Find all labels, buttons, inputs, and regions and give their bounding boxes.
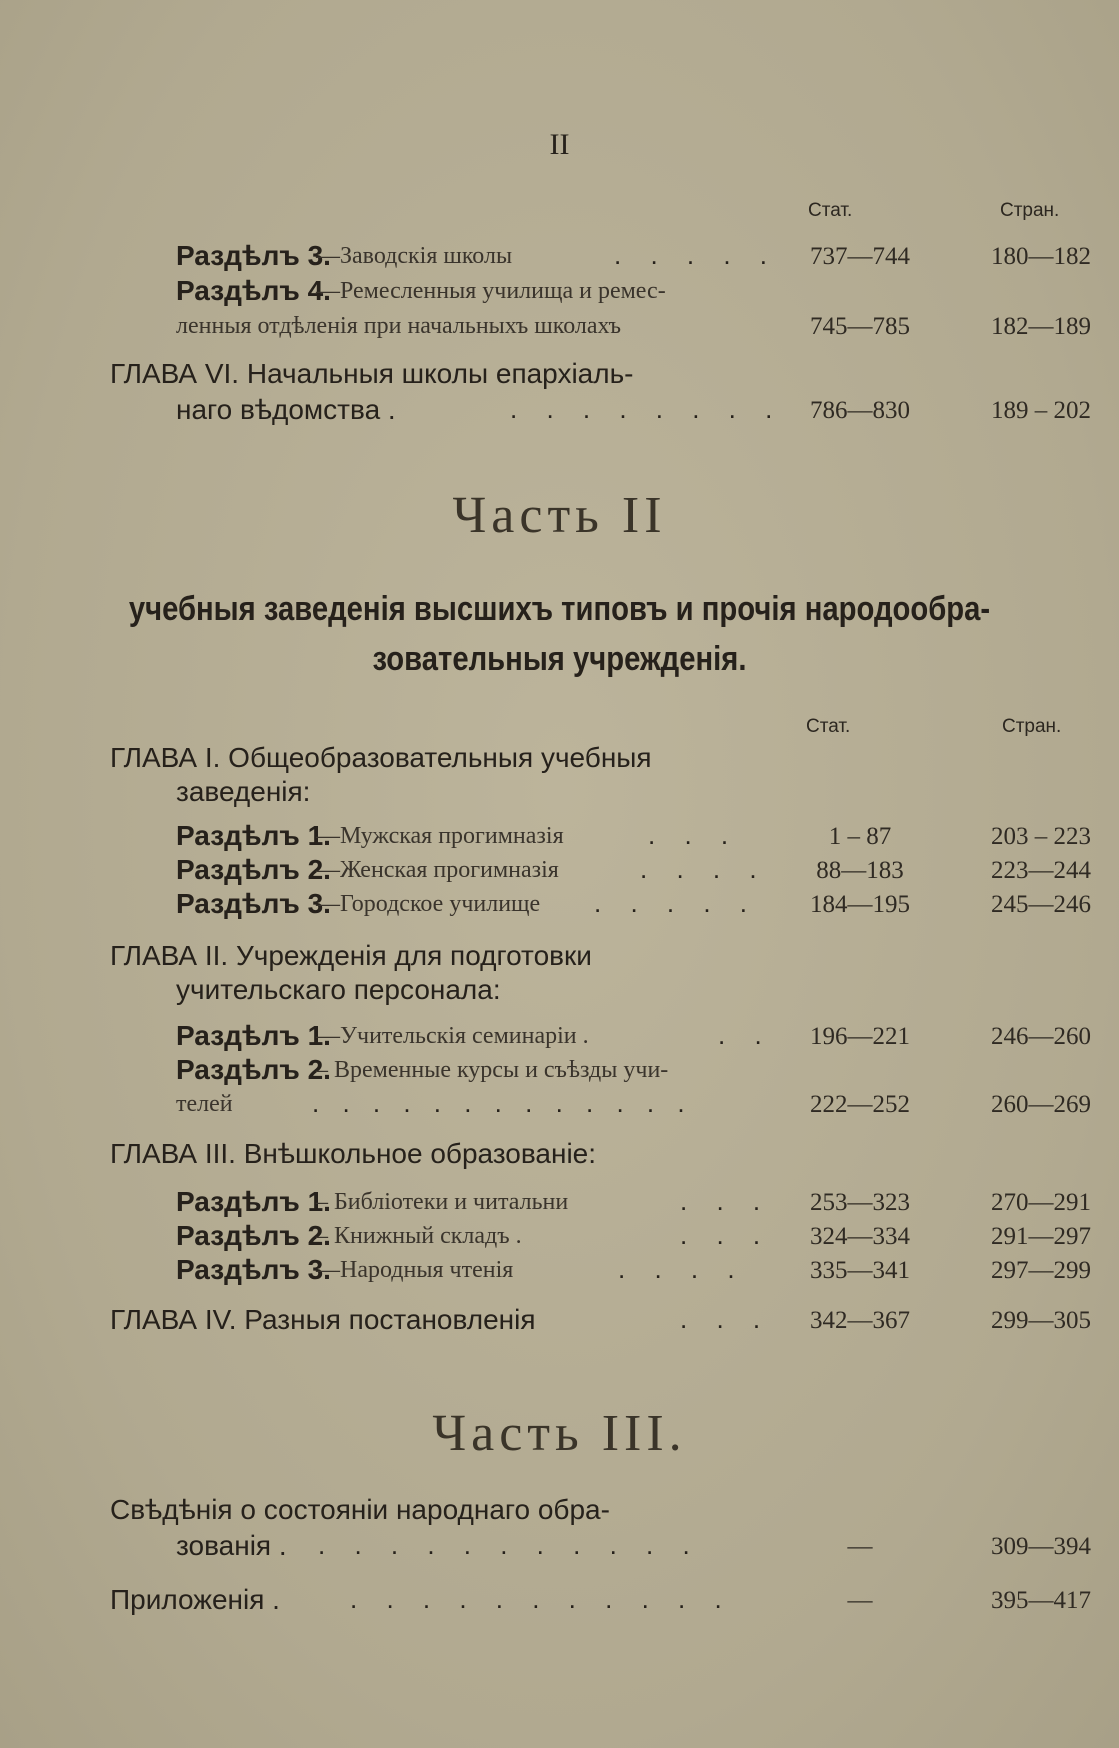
toc-entry	[0, 888, 1119, 928]
section-title: —Народныя чтенія	[316, 1257, 514, 1283]
section-label: Раздѣлъ 2.	[176, 1054, 331, 1085]
section-label: Раздѣлъ 2.	[176, 854, 331, 885]
stat-range: 184—195	[810, 891, 910, 918]
toc-entry	[0, 240, 1119, 280]
part-title-line1: учебныя заведенія высшихъ типовъ и прочія народообра-	[128, 590, 991, 628]
toc-entry	[0, 275, 1119, 315]
page-number: II	[549, 128, 570, 161]
stat-range: 88—183	[816, 857, 904, 884]
section-label: Раздѣлъ 1.	[176, 1186, 331, 1217]
chapter-title: ГЛАВА I. Общеобразовательныя учебныя	[110, 742, 652, 773]
stat-range: —	[847, 1587, 873, 1614]
part-title-line2: зовательныя учрежденія.	[372, 640, 747, 678]
section-title: – Библіотеки и читальни	[316, 1189, 569, 1215]
toc-entry	[0, 1254, 1119, 1294]
leader-dots: . . .	[648, 820, 740, 850]
section-label: Раздѣлъ 4.	[176, 275, 331, 306]
chapter-title: ГЛАВА VI. Начальныя школы епархіаль-	[110, 358, 634, 389]
chapter-title-continued: наго вѣдомства .	[176, 394, 396, 425]
part-heading: Часть II	[452, 487, 667, 544]
section-title: —Мужская прогимназія	[316, 823, 564, 849]
stat-range: 253—323	[810, 1189, 910, 1216]
section-title: —Заводскія школы	[316, 243, 513, 269]
leader-dots: . . . .	[640, 854, 768, 884]
section-title: – Книжный складъ .	[316, 1223, 522, 1249]
stat-range: 786—830	[810, 397, 910, 424]
section-title-continued: телей	[176, 1091, 233, 1117]
page-range: 297—299	[991, 1257, 1091, 1284]
stat-range: 324—334	[810, 1223, 910, 1250]
leader-dots: . . .	[680, 1304, 772, 1334]
chapter-heading	[0, 1304, 1119, 1344]
section-title: —Городское училище	[316, 891, 541, 917]
leader-dots: . . . . .	[614, 240, 779, 270]
toc-entry	[0, 1494, 1119, 1534]
page-range: 309—394	[991, 1533, 1091, 1560]
leader-dots: . . . . . . . .	[510, 394, 784, 424]
section-label: Раздѣлъ 3.	[176, 240, 331, 271]
entry-title: Свѣдѣнія о состояніи народнаго обра-	[110, 1494, 610, 1525]
toc-entry	[0, 1584, 1119, 1624]
column-header-stat: Стат.	[806, 716, 851, 737]
leader-dots: . . .	[680, 1220, 772, 1250]
section-label: Раздѣлъ 1.	[176, 820, 331, 851]
chapter-title-continued: заведенія:	[176, 776, 311, 807]
chapter-heading	[0, 1138, 1119, 1178]
leader-dots: . .	[718, 1020, 773, 1050]
leader-dots: . . . . .	[594, 888, 759, 918]
stat-range: 335—341	[810, 1257, 910, 1284]
chapter-heading-continued	[0, 394, 1119, 434]
page-range: 291—297	[991, 1223, 1091, 1250]
section-label: Раздѣлъ 2.	[176, 1220, 331, 1251]
chapter-title: ГЛАВА II. Учрежденія для подготовки	[110, 940, 592, 971]
page-range: 189 – 202	[991, 397, 1091, 424]
section-title: —Учительскія семинаріи .	[316, 1023, 589, 1049]
page-range: 180—182	[991, 243, 1091, 270]
part-heading: Часть III.	[432, 1405, 687, 1462]
entry-title: Приложенія .	[110, 1584, 280, 1615]
toc-entry-continuation	[0, 1088, 1119, 1128]
page-range: 245—246	[991, 891, 1091, 918]
stat-range: 745—785	[810, 313, 910, 340]
stat-range: 222—252	[810, 1091, 910, 1118]
chapter-title: ГЛАВА IV. Разныя постановленія	[110, 1304, 536, 1335]
section-title: – Временные курсы и съѣзды учи-	[316, 1057, 669, 1083]
section-label: Раздѣлъ 1.	[176, 1020, 331, 1051]
column-header-pages: Стран.	[1002, 716, 1062, 737]
leader-dots: . . . . . . . . . . . . .	[312, 1088, 693, 1118]
leader-dots: . . .	[680, 1186, 772, 1216]
page-range: 223—244	[991, 857, 1091, 884]
chapter-heading-continued	[0, 776, 1119, 816]
stat-range: 342—367	[810, 1307, 910, 1334]
page-range: 203 – 223	[991, 823, 1091, 850]
entry-title-continued: зованія .	[176, 1530, 287, 1561]
section-label: Раздѣлъ 3.	[176, 1254, 331, 1285]
chapter-title-continued: учительскаго персонала:	[176, 974, 501, 1005]
chapter-heading	[0, 358, 1119, 398]
page-range: 270—291	[991, 1189, 1091, 1216]
page-range: 395—417	[991, 1587, 1091, 1614]
page-range: 299—305	[991, 1307, 1091, 1334]
section-label: Раздѣлъ 3.	[176, 888, 331, 919]
toc-entry-continuation	[0, 310, 1119, 350]
section-title: —Женская прогимназія	[316, 857, 559, 883]
page-range: 260—269	[991, 1091, 1091, 1118]
chapter-title: ГЛАВА III. Внѣшкольное образованіе:	[110, 1138, 597, 1169]
column-header-pages: Стран.	[1000, 200, 1060, 221]
section-title-continued: ленныя отдѣленія при начальныхъ школахъ	[176, 313, 622, 339]
column-header-stat: Стат.	[808, 200, 853, 221]
chapter-heading-continued	[0, 974, 1119, 1014]
stat-range: 737—744	[810, 243, 910, 270]
leader-dots: . . . .	[618, 1254, 746, 1284]
toc-entry-continuation	[0, 1530, 1119, 1570]
stat-range: —	[847, 1533, 873, 1560]
stat-range: 1 – 87	[828, 823, 892, 850]
leader-dots: . . . . . . . . . . .	[350, 1584, 733, 1614]
page-range: 182—189	[991, 313, 1091, 340]
section-title: —Ремесленныя училища и ремес-	[316, 278, 666, 304]
page-range: 246—260	[991, 1023, 1091, 1050]
leader-dots: . . . . . . . . . . .	[318, 1530, 701, 1560]
stat-range: 196—221	[810, 1023, 910, 1050]
